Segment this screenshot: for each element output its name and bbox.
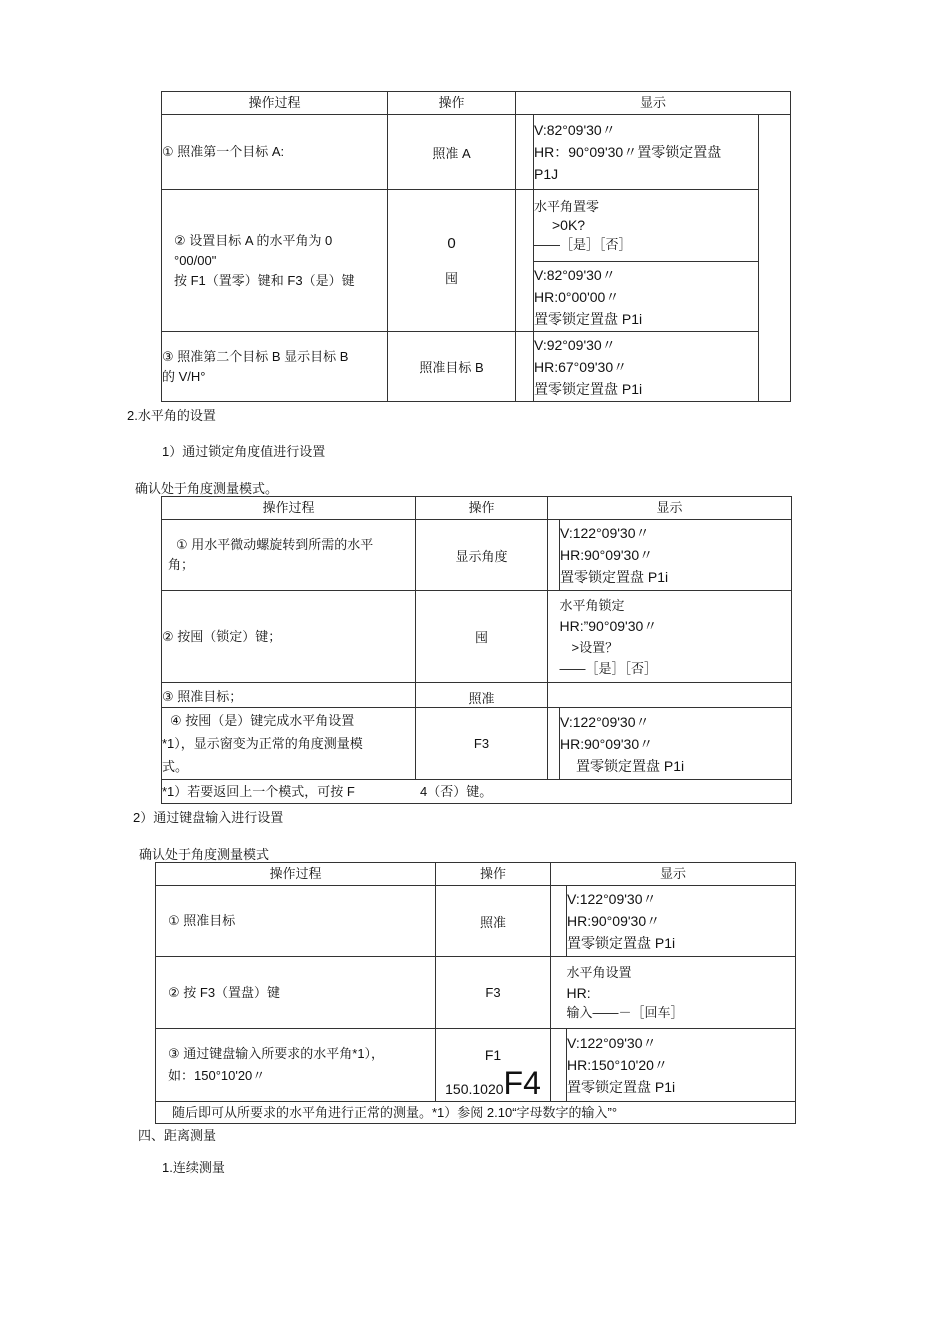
step-line: 的 V/H° — [162, 368, 206, 384]
operation-cell — [388, 190, 516, 332]
display-cell — [534, 115, 759, 190]
column-header: 操作过程 — [162, 497, 416, 520]
operation-cell: 照准 — [436, 886, 551, 957]
display-line: V:122°09'30〃 — [567, 891, 657, 907]
operation-cell: F3 — [416, 708, 548, 780]
subsection-title: 1）通过锁定角度值进行设置 — [162, 444, 326, 459]
table-row — [162, 780, 792, 804]
section-title: 四、距离测量 — [138, 1128, 217, 1143]
step-cell: ① 照准第一个目标 A: — [162, 115, 388, 190]
step-cell — [162, 190, 388, 332]
operation-cell: 显示角度 — [416, 520, 548, 591]
display-line: HR:90°09'30〃 — [560, 735, 654, 752]
step-line: ③ 通过键盘输入所要求的水平角*1）， — [168, 1046, 385, 1061]
column-header: 操作过程 — [162, 92, 388, 115]
step-cell — [162, 708, 416, 780]
operation-line: 囤 — [444, 270, 458, 286]
display-line: 水平角置零 — [534, 199, 600, 214]
display-line: V:82°09'30〃 — [534, 122, 616, 138]
table-row — [162, 190, 791, 262]
step-cell: ③ 照准目标； — [162, 683, 416, 708]
table-row — [156, 886, 796, 957]
display-line: P1J — [534, 166, 559, 182]
display-line: HR:”90°09'30〃 — [559, 617, 658, 634]
operation-cell: 照准 — [416, 683, 548, 708]
table-angle-lock — [161, 496, 792, 804]
step-line: 式。 — [162, 759, 189, 774]
operation-value: 150.1020 — [445, 1081, 504, 1097]
f4-key-label: F4 — [503, 1065, 541, 1101]
subsection-title: 1.连续测量 — [162, 1160, 225, 1175]
display-cell — [534, 262, 759, 332]
table-row — [162, 591, 792, 683]
table-row — [162, 332, 791, 402]
column-header: 操作过程 — [156, 863, 436, 886]
operation-line: F1 — [484, 1047, 502, 1063]
display-cell — [534, 190, 759, 262]
display-cell — [560, 591, 792, 683]
operation-cell — [436, 1029, 551, 1102]
section-title: 2.水平角的设置 — [127, 408, 216, 423]
step-line: ② 设置目标 A 的水平角为 0 — [174, 232, 333, 248]
display-line: HR:67°09'30〃 — [534, 358, 628, 375]
table-row — [156, 1029, 796, 1102]
footnote-cell — [162, 780, 792, 804]
operation-line — [436, 1067, 550, 1099]
display-line: 置零锁定置盘 P1i — [567, 1079, 676, 1095]
display-line: V:122°09'30〃 — [567, 1035, 657, 1051]
step-cell: ② 按囤（锁定）键； — [162, 591, 416, 683]
display-line: 水平角设置 — [566, 964, 632, 980]
display-line: 置零锁定置盘 P1i — [576, 757, 685, 774]
operation-cell: 照准 A — [388, 115, 516, 190]
display-line: HR:90°09'30〃 — [560, 547, 654, 563]
table-angle-zero — [161, 91, 791, 402]
display-line: V:122°09'30〃 — [560, 713, 650, 730]
step-line: °00/00" — [174, 252, 217, 268]
step-cell — [156, 1029, 436, 1102]
display-line: HR:90°09'30〃 — [567, 913, 661, 929]
column-header: 操作 — [416, 497, 548, 520]
subsection-title: 2）通过键盘输入进行设置 — [133, 810, 284, 825]
footnote-text: 4（否）键。 — [420, 783, 493, 799]
operation-cell: F3 — [436, 957, 551, 1029]
column-header: 显示 — [548, 497, 792, 520]
display-cell — [560, 520, 792, 591]
footnote-cell: 随后即可从所要求的水平角进行正常的测量。*1）参阅 2.10“字母数字的输入”° — [156, 1102, 796, 1124]
table-row — [162, 115, 791, 190]
display-line: HR: — [566, 984, 591, 1001]
display-line: HR:0°00'00〃 — [534, 288, 620, 305]
display-line: ——［是］［否］ — [559, 660, 658, 676]
display-line: HR:150°10'20〃 — [567, 1057, 668, 1073]
note-text: 确认处于角度测量模式 — [139, 847, 270, 862]
display-line: >设置？ — [571, 639, 619, 655]
column-header: 操作 — [388, 92, 516, 115]
table-row — [162, 708, 792, 780]
operation-cell: 囤 — [416, 591, 548, 683]
step-line: 如：150°10'20〃 — [168, 1068, 266, 1083]
column-header: 显示 — [551, 863, 796, 886]
table-row — [162, 520, 792, 591]
display-line: HR：90°09'30〃置零锁定置盘 — [534, 144, 722, 160]
display-line: 输入——－［回车］ — [566, 1004, 684, 1020]
step-cell: ① 照准目标 — [156, 886, 436, 957]
table-row — [156, 1102, 796, 1124]
step-line: 按 F1（置零）键和 F3（是）键 — [174, 272, 355, 288]
column-header: 显示 — [516, 92, 791, 115]
step-cell: ② 按 F3（置盘）键 — [156, 957, 436, 1029]
display-line: 水平角锁定 — [559, 597, 625, 613]
footnote-text: *1）若要返回上一个模式，可按 F — [162, 783, 355, 799]
display-line: 置零锁定置盘 P1i — [560, 569, 669, 585]
step-line: ① 用水平微动螺旋转到所需的水平 — [176, 537, 374, 552]
table-angle-keyboard — [155, 862, 796, 1124]
step-line: 角； — [168, 557, 195, 572]
step-line: ④ 按囤（是）键完成水平角设置 — [170, 713, 355, 728]
table-row — [156, 957, 796, 1029]
display-cell — [560, 708, 792, 780]
display-line: V:122°09'30〃 — [560, 525, 650, 541]
display-line: ——［是］［否］ — [534, 237, 632, 252]
step-line: *1），显示窗变为正常的角度测量模 — [162, 736, 363, 751]
operation-cell: 照准目标 B — [388, 332, 516, 402]
operation-line: 0 — [447, 234, 456, 252]
display-line: V:92°09'30〃 — [534, 336, 616, 353]
table-row — [162, 683, 792, 708]
display-line: 置零锁定置盘 P1i — [534, 310, 643, 327]
display-cell — [567, 1029, 796, 1102]
display-line: V:82°09'30〃 — [534, 266, 616, 283]
display-cell — [567, 886, 796, 957]
step-line: ③ 照准第二个目标 B 显示目标 B — [162, 348, 349, 364]
step-cell — [162, 332, 388, 402]
display-cell — [534, 332, 759, 402]
display-line: 置零锁定置盘 P1i — [567, 935, 676, 951]
column-header: 操作 — [436, 863, 551, 886]
display-line: >0K? — [552, 217, 586, 233]
display-cell — [567, 957, 796, 1029]
note-text: 确认处于角度测量模式。 — [135, 481, 279, 496]
display-line: 置零锁定置盘 P1i — [534, 380, 643, 397]
step-cell — [162, 520, 416, 591]
